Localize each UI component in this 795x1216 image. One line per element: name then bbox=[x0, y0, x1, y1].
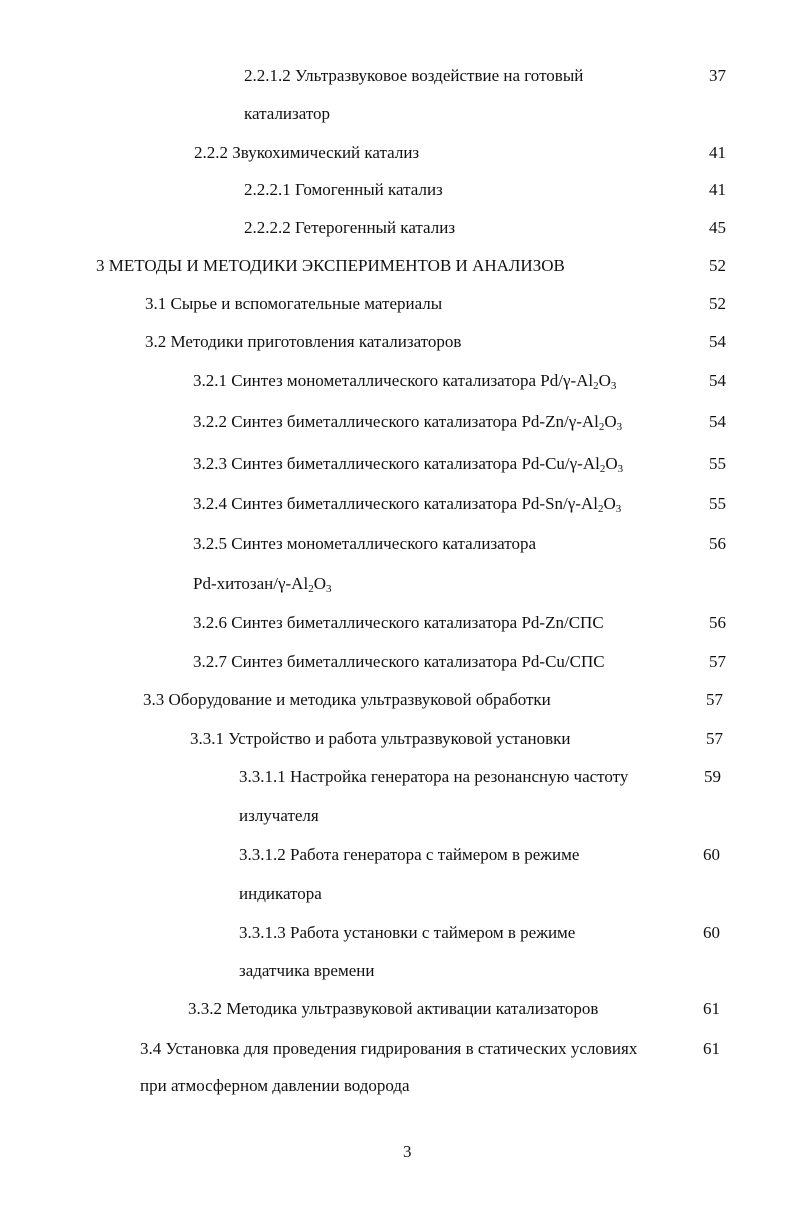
entry-number: 3.2.4 bbox=[193, 494, 227, 513]
entry-page: 60 bbox=[703, 845, 720, 864]
entry-title: Сырье и вспомогательные материалы bbox=[170, 294, 443, 313]
toc-entry-3-1 bbox=[145, 294, 442, 314]
entry-number: 3.2.6 bbox=[193, 613, 227, 632]
entry-title: Методики приготовления катализаторов bbox=[170, 332, 462, 351]
entry-title: Оборудование и методика ультразвуковой обработки bbox=[168, 690, 551, 709]
entry-title: Работа генератора с таймером в режиме bbox=[290, 845, 580, 864]
toc-entry-3-3-1-1 bbox=[239, 767, 628, 787]
toc-entry-2-2-2 bbox=[194, 143, 419, 163]
entry-title: Ультразвуковое воздействие на готовый bbox=[295, 66, 584, 85]
entry-page: 41 bbox=[709, 143, 726, 162]
entry-page: 52 bbox=[709, 256, 726, 275]
entry-page: 57 bbox=[709, 652, 726, 671]
entry-title: Синтез монометаллического катализатора bbox=[231, 534, 537, 553]
entry-title-continuation: излучателя bbox=[239, 806, 319, 825]
entry-title-continuation: катализатор bbox=[244, 104, 331, 123]
toc-entry-3-3 bbox=[143, 690, 551, 710]
toc-entry-3-2-1 bbox=[193, 371, 616, 391]
entry-number: 3.3.1.3 bbox=[239, 923, 286, 942]
toc-entry-3-3-1 bbox=[190, 729, 570, 749]
toc-entry-3-3-1-3 bbox=[239, 923, 575, 943]
toc-entry-3-2-3 bbox=[193, 454, 623, 474]
entry-number: 3 bbox=[96, 256, 105, 275]
entry-page: 45 bbox=[709, 218, 726, 237]
entry-number: 3.2.5 bbox=[193, 534, 227, 553]
entry-number: 3.3.1 bbox=[190, 729, 224, 748]
toc-entry-2-2-2-2 bbox=[244, 218, 455, 238]
entry-title: Синтез биметаллического катализатора $Pd-Cu/\gamma-Al_2O_3$ bbox=[231, 454, 624, 475]
entry-page: 55 bbox=[709, 454, 726, 473]
entry-title: Методика ультразвуковой активации катализаторов bbox=[226, 999, 599, 1018]
toc-entry-3-2-7 bbox=[193, 652, 605, 672]
toc-entry-3-2-5 bbox=[193, 534, 536, 554]
entry-number: 3.2 bbox=[145, 332, 167, 351]
entry-page: 54 bbox=[709, 371, 726, 390]
toc-entry-3 bbox=[96, 256, 565, 276]
entry-title: МЕТОДЫ И МЕТОДИКИ ЭКСПЕРИМЕНТОВ И АНАЛИЗОВ bbox=[108, 256, 565, 275]
toc-entry-3-2-4 bbox=[193, 494, 621, 514]
toc-entry-3-4 bbox=[140, 1039, 637, 1059]
entry-title: Гетерогенный катализ bbox=[295, 218, 456, 237]
entry-title: Синтез биметаллического катализатора $Pd-Sn/\gamma-Al_2O_3$ bbox=[231, 494, 622, 515]
entry-page: 52 bbox=[709, 294, 726, 313]
entry-page: 57 bbox=[706, 729, 723, 748]
entry-page: 55 bbox=[709, 494, 726, 513]
entry-page: 61 bbox=[703, 1039, 720, 1058]
entry-number: 2.2.1.2 bbox=[244, 66, 291, 85]
entry-page: 54 bbox=[709, 332, 726, 351]
entry-title: Синтез биметаллического катализатора $Pd-Zn/\gamma-Al_2O_3$ bbox=[231, 412, 623, 433]
entry-title: Синтез монометаллического катализатора $Pd/\gamma-Al_2O_3$ bbox=[231, 371, 617, 392]
entry-title: Установка для проведения гидрирования в статических условиях bbox=[165, 1039, 638, 1058]
entry-number: 3.3 bbox=[143, 690, 165, 709]
entry-page: 59 bbox=[704, 767, 721, 786]
entry-page: 60 bbox=[703, 923, 720, 942]
entry-page: 57 bbox=[706, 690, 723, 709]
entry-title: Гомогенный катализ bbox=[295, 180, 443, 199]
entry-page: 54 bbox=[709, 412, 726, 431]
entry-number: 3.3.1.2 bbox=[239, 845, 286, 864]
entry-number: 3.3.2 bbox=[188, 999, 222, 1018]
entry-number: 3.2.2 bbox=[193, 412, 227, 431]
entry-title: Работа установки с таймером в режиме bbox=[290, 923, 576, 942]
entry-number: 2.2.2.1 bbox=[244, 180, 291, 199]
entry-page: 56 bbox=[709, 534, 726, 553]
entry-title: Устройство и работа ультразвуковой установки bbox=[228, 729, 571, 748]
entry-title: Настройка генератора на резонансную частоту bbox=[290, 767, 629, 786]
entry-title-continuation: при атмосферном давлении водорода bbox=[140, 1076, 410, 1095]
entry-number: 2.2.2 bbox=[194, 143, 228, 162]
entry-number: 2.2.2.2 bbox=[244, 218, 291, 237]
entry-number: 3.4 bbox=[140, 1039, 162, 1058]
toc-entry-3-3-1-2 bbox=[239, 845, 579, 865]
entry-title-continuation: $Pd-хитозан/\gamma-Al_2O_3$ bbox=[193, 574, 332, 595]
entry-title: Синтез биметаллического катализатора Pd-Zn/СПС bbox=[231, 613, 604, 632]
entry-number: 3.2.1 bbox=[193, 371, 227, 390]
toc-entry-3-2 bbox=[145, 332, 461, 352]
entry-page: 61 bbox=[703, 999, 720, 1018]
entry-number: 3.2.7 bbox=[193, 652, 227, 671]
toc-entry-3-2-2 bbox=[193, 412, 622, 432]
entry-title-continuation: индикатора bbox=[239, 884, 322, 903]
entry-page: 37 bbox=[709, 66, 726, 85]
entry-page: 41 bbox=[709, 180, 726, 199]
entry-number: 3.2.3 bbox=[193, 454, 227, 473]
entry-number: 3.1 bbox=[145, 294, 167, 313]
toc-entry-2-2-2-1 bbox=[244, 180, 443, 200]
page-number: 3 bbox=[403, 1142, 412, 1161]
entry-page: 56 bbox=[709, 613, 726, 632]
toc-entry-3-3-2 bbox=[188, 999, 598, 1019]
toc-entry-2-2-1-2 bbox=[244, 66, 583, 86]
entry-title: Звукохимический катализ bbox=[232, 143, 420, 162]
entry-title: Синтез биметаллического катализатора Pd-Cu/СПС bbox=[231, 652, 605, 671]
entry-number: 3.3.1.1 bbox=[239, 767, 286, 786]
toc-entry-3-2-6 bbox=[193, 613, 604, 633]
entry-title-continuation: задатчика времени bbox=[239, 961, 375, 980]
